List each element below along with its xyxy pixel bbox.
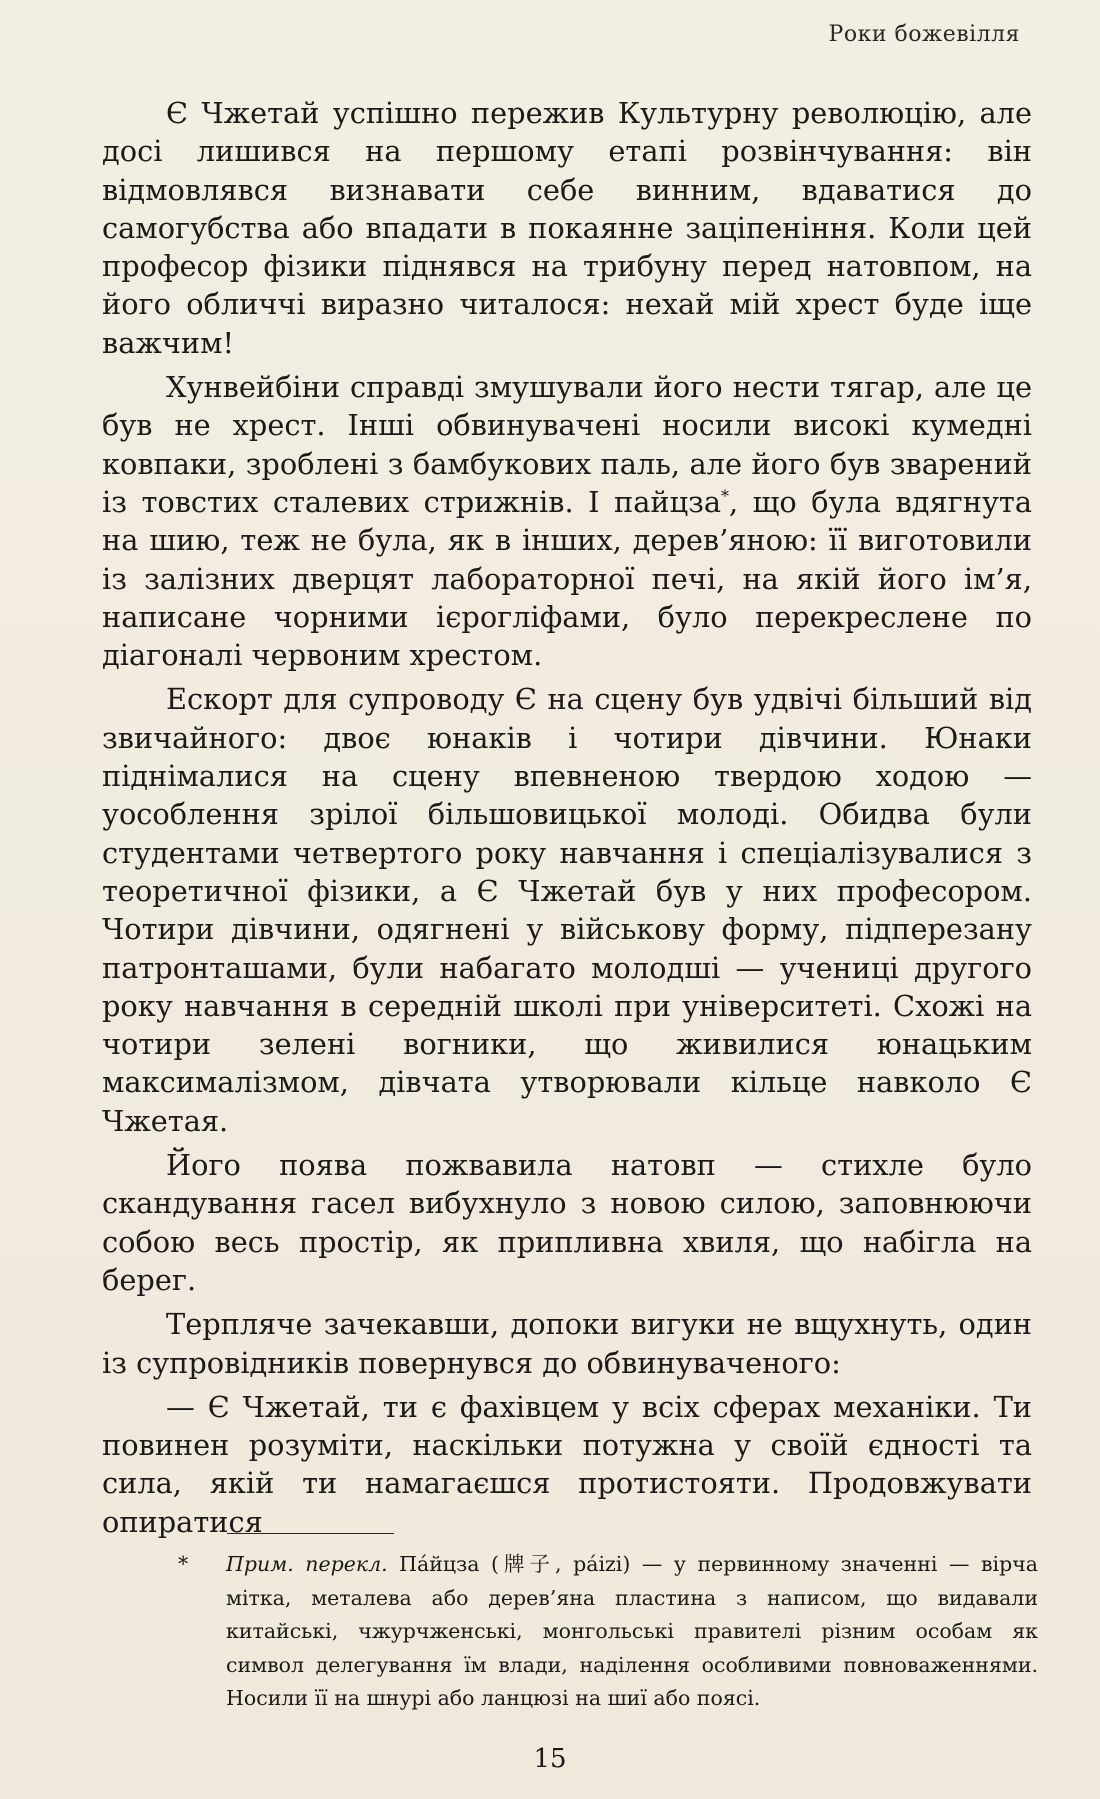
footnote-body xyxy=(226,1548,1038,1716)
running-head: Роки божевілля xyxy=(828,22,1020,47)
paragraph-1: Є Чжетай успішно пережив Культурну революцію, але досі лишився на першому етапі розвінчування: він відмовлявся визнавати себе винним, вдаватися до самогубства або впадати в покаянне заціпеніння. Коли цей професор фізики піднявся на трибуну перед натовпом, на його обличчі виразно читалося: нехай мій хрест буде іще важчим! xyxy=(102,96,1032,360)
paragraph-6: — Є Чжетай, ти є фахівцем у всіх сферах механіки. Ти повинен розуміти, наскільки потужна у своїй єдності та сила, якій ти намагаєшся протистояти. Продовжувати опиратися xyxy=(102,1389,1032,1539)
footnote-text: Пáйцза (牌子, páizi) — у первинному значенні — вірча мітка, металева або дерев’яна пластина з написом, що видавали китайські, чжурчженські, монгольські правителі різним особам як символ делегування їм влади, наділення особливими повноваженнями. Носили її на шнурі або ланцюзі на шиї або поясі. xyxy=(226,1552,1038,1710)
paragraph-2-part-2: , що була вдягнута на шию, теж не була, як в інших, дерев’яною: її виготовили із залізних дверцят лабораторної печі, на якій його ім’я, написане чорними ієрогліфами, було перекреслене по діагоналі червоним хрестом. xyxy=(102,484,1032,673)
footnote-label: Прим. перекл. xyxy=(226,1552,388,1576)
paragraph-3: Ескорт для супроводу Є на сцену був удвічі більший від звичайного: двоє юнаків і чотири дівчини. Юнаки піднімалися на сцену впевненою твердою ходою — уособлення зрілої більшовицької молоді. Обидва були студентами четвертого року навчання і спеціалізувалися з теоретичної фізики, а Є Чжетай був у них професором. Чотири дівчини, одягнені у військову форму, підперезану патронташами, були набагато молодші — учениці другого року навчання в середній школі при університеті. Схожі на чотири зелені вогники, що живилися юнацьким максималізмом, дівчата утворювали кільце навколо Є Чжетая. xyxy=(102,682,1032,1138)
footnote-marker: * xyxy=(178,1552,189,1576)
footnote xyxy=(178,1548,1038,1716)
paragraph-2 xyxy=(102,368,1032,674)
main-text xyxy=(102,94,1032,1547)
paragraph-5: Терпляче зачекавши, допоки вигуки не вщухнуть, один із супровідників повернувся до обвинуваченого: xyxy=(102,1307,1032,1380)
page-number: 15 xyxy=(533,1744,567,1774)
paragraph-2-part-1: Хунвейбіни справді змушували його нести тягар, але це був не хрест. Інші обвинувачені носили високі кумедні ковпаки, зроблені з бамбукових паль, але його був зварений із товстих сталевих стрижнів. І пайцза xyxy=(102,370,1032,519)
footnote-rule xyxy=(227,1533,394,1534)
paragraph-4: Його поява пожвавила натовп — стихле було скандування гасел вибухнуло з новою силою, заповнюючи собою весь простір, як припливна хвиля, що набігла на берег. xyxy=(102,1148,1032,1297)
footnote-reference: * xyxy=(720,486,729,506)
